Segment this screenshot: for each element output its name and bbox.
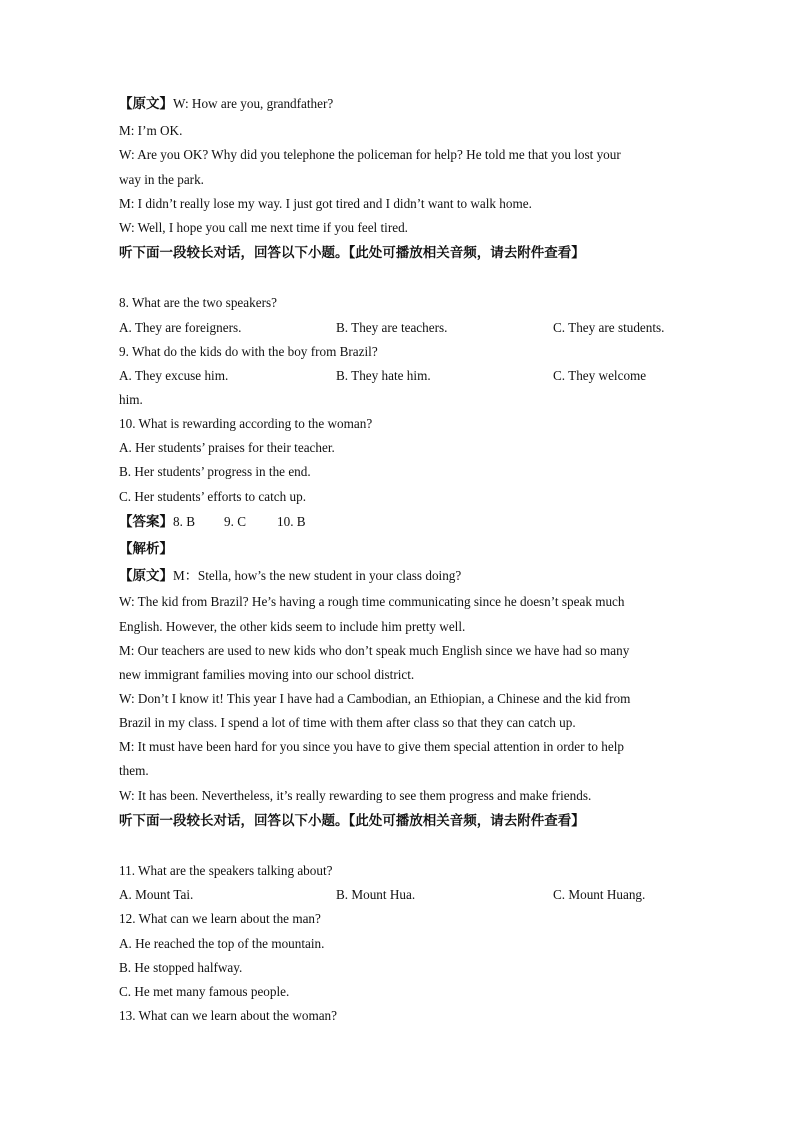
- transcript-1-line: M: I’m OK.: [119, 123, 183, 138]
- transcript-2-line: them.: [119, 763, 149, 778]
- answer-line: [119, 514, 306, 530]
- listening-instruction: 听下面一段较长对话，回答以下小题。【此处可播放相关音频，请去附件查看】: [119, 245, 585, 261]
- transcript-tag: 【原文】: [119, 96, 173, 112]
- transcript-1-line: M: I didn’t really lose my way. I just got tired and I didn’t want to walk home.: [119, 196, 532, 211]
- q9-option-a: A. They excuse him.: [119, 368, 229, 383]
- transcript-2-line: W: It has been. Nevertheless, it’s really rewarding to see them progress and make friends.: [119, 788, 592, 803]
- transcript-2-line: M: It must have been hard for you since you have to give them special attention in order to help: [119, 739, 625, 754]
- q12-option-c: C. He met many famous people.: [119, 984, 290, 999]
- q9-option-c: C. They welcome: [553, 368, 647, 383]
- transcript-2-first-line: 【原文】M：Stella, how’s the new student in your class doing?: [119, 568, 462, 584]
- transcript-2-line: W: Don’t I know it! This year I have had a Cambodian, an Ethiopian, a Chinese and the kid from: [119, 691, 631, 706]
- q11-option-c: C. Mount Huang.: [553, 887, 646, 902]
- answer-9: 9. C: [224, 514, 246, 529]
- question-13: 13. What can we learn about the woman?: [119, 1008, 337, 1023]
- transcript-2-line: Brazil in my class. I spend a lot of time with them after class so that they can catch up.: [119, 715, 576, 730]
- transcript-2-line: W: The kid from Brazil? He’s having a rough time communicating since he doesn’t speak much: [119, 594, 625, 609]
- question-10: 10. What is rewarding according to the woman?: [119, 416, 373, 431]
- analysis-tag: 【解析】: [119, 541, 173, 557]
- q11-option-a: A. Mount Tai.: [119, 887, 194, 902]
- q8-option-c: C. They are students.: [553, 320, 665, 335]
- q9-option-c-continued: him.: [119, 392, 143, 407]
- transcript-1-line: way in the park.: [119, 172, 204, 187]
- question-9: 9. What do the kids do with the boy from Brazil?: [119, 344, 378, 359]
- q12-option-b: B. He stopped halfway.: [119, 960, 243, 975]
- q10-option-c: C. Her students’ efforts to catch up.: [119, 489, 307, 504]
- listening-instruction: 听下面一段较长对话，回答以下小题。【此处可播放相关音频，请去附件查看】: [119, 813, 585, 829]
- transcript-2-line: M: Our teachers are used to new kids who don’t speak much English since we have had so many: [119, 643, 630, 658]
- transcript-tag: 【原文】: [119, 568, 173, 584]
- question-12: 12. What can we learn about the man?: [119, 911, 321, 926]
- q10-option-b: B. Her students’ progress in the end.: [119, 464, 311, 479]
- q11-option-b: B. Mount Hua.: [336, 887, 416, 902]
- answer-tag: 【答案】: [119, 514, 173, 530]
- q10-option-a: A. Her students’ praises for their teacher.: [119, 440, 335, 455]
- q12-option-a: A. He reached the top of the mountain.: [119, 936, 325, 951]
- q8-option-a: A. They are foreigners.: [119, 320, 242, 335]
- transcript-1-line: W: Well, I hope you call me next time if you feel tired.: [119, 220, 408, 235]
- q9-option-b: B. They hate him.: [336, 368, 431, 383]
- transcript-1-first-line: 【原文】W: How are you, grandfather?: [119, 96, 334, 112]
- transcript-2-line: English. However, the other kids seem to include him pretty well.: [119, 619, 466, 634]
- transcript-1-line: W: Are you OK? Why did you telephone the policeman for help? He told me that you lost your: [119, 147, 621, 162]
- question-8: 8. What are the two speakers?: [119, 295, 277, 310]
- answer-8: 8. B: [173, 514, 195, 529]
- transcript-2-line: new immigrant families moving into our school district.: [119, 667, 415, 682]
- q8-option-b: B. They are teachers.: [336, 320, 448, 335]
- question-11: 11. What are the speakers talking about?: [119, 863, 333, 878]
- answer-10: 10. B: [277, 514, 306, 529]
